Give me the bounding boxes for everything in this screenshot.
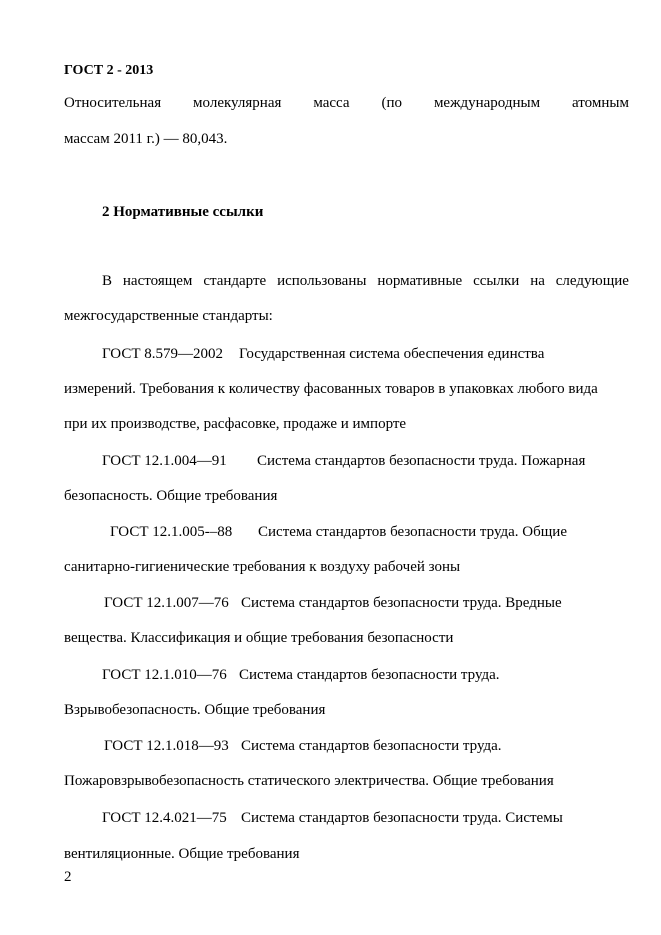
lead-word: на (530, 273, 545, 289)
reference-code: ГОСТ 12.1.018—93 (104, 738, 229, 754)
lead-word: В (102, 273, 113, 289)
intro-word: (по (381, 95, 402, 111)
reference-continuation: вентиляционные. Общие требования (64, 846, 300, 862)
lead-word: ссылки (473, 273, 520, 289)
intro-word: молекулярная (193, 95, 282, 111)
reference-continuation: при их производстве, расфасовке, продаже и импорте (64, 416, 407, 432)
reference-first-line (102, 345, 544, 363)
reference-code: ГОСТ 12.1.007—76 (104, 595, 229, 611)
lead-line-1 (102, 272, 629, 290)
section-title: 2 Нормативные ссылки (102, 204, 264, 220)
reference-first-line (104, 594, 562, 612)
reference-continuation: санитарно-гигиенические требования к воздуху рабочей зоны (64, 559, 461, 575)
lead-word: стандарте (203, 273, 267, 289)
reference-title: Система стандартов безопасности труда. Пожарная (257, 453, 586, 469)
reference-continuation: измерений. Требования к количеству фасованных товаров в упаковках любого вида (64, 381, 598, 397)
reference-title: Система стандартов безопасности труда. (239, 667, 500, 683)
lead-word: нормативные (377, 273, 463, 289)
lead-line-2: межгосударственные стандарты: (64, 308, 273, 324)
intro-line-2: массам 2011 г.) — 80,043. (64, 131, 228, 147)
reference-continuation: безопасность. Общие требования (64, 488, 278, 504)
intro-word: масса (313, 95, 350, 111)
reference-code: ГОСТ 12.1.005-–88 (110, 524, 233, 540)
intro-word: Относительная (64, 95, 162, 111)
reference-title: Система стандартов безопасности труда. Системы (241, 810, 563, 826)
reference-continuation: вещества. Классификация и общие требования безопасности (64, 630, 454, 646)
intro-word: атомным (572, 95, 629, 111)
reference-code: ГОСТ 12.1.004—91 (102, 453, 227, 469)
lead-word: использованы (277, 273, 367, 289)
intro-word: международным (433, 95, 541, 111)
reference-first-line (104, 737, 502, 755)
document-header: ГОСТ 2 - 2013 (64, 63, 154, 78)
reference-first-line (102, 452, 585, 470)
reference-first-line (102, 809, 563, 827)
reference-title: Система стандартов безопасности труда. Общие (258, 524, 567, 540)
intro-line-1 (64, 94, 629, 112)
lead-word: настоящем (122, 273, 193, 289)
reference-first-line (110, 523, 567, 541)
reference-continuation: Взрывобезопасность. Общие требования (64, 702, 326, 718)
reference-title: Система стандартов безопасности труда. Вредные (241, 595, 562, 611)
reference-code: ГОСТ 12.1.010—76 (102, 667, 227, 683)
reference-first-line (102, 666, 500, 684)
reference-title: Система стандартов безопасности труда. (241, 738, 502, 754)
page-number: 2 (64, 869, 72, 885)
reference-continuation: Пожаровзрывобезопасность статического электричества. Общие требования (64, 773, 554, 789)
lead-word: следующие (555, 273, 629, 289)
reference-code: ГОСТ 12.4.021—75 (102, 810, 227, 826)
reference-code: ГОСТ 8.579—2002 (102, 346, 223, 362)
reference-title: Государственная система обеспечения единства (239, 346, 545, 362)
